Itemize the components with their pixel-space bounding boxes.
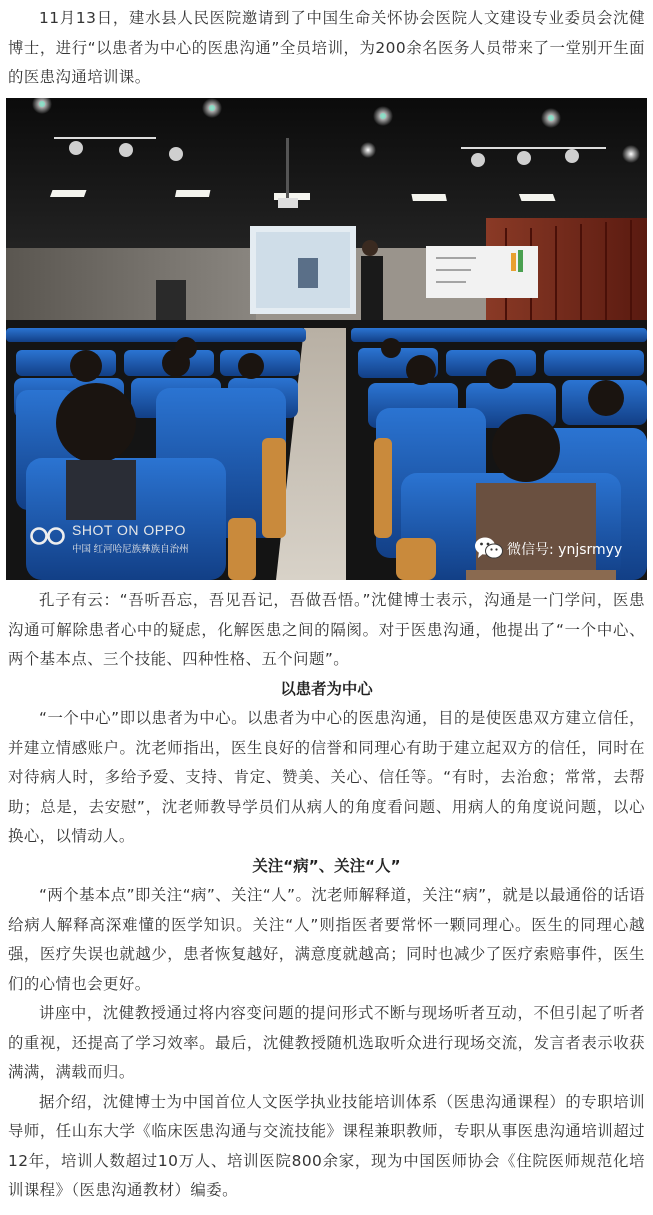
intro-paragraph: 11月13日，建水县人民医院邀请到了中国生命关怀协会医院人文建设专业委员会沈健博士，进行“以患者为中心的医患沟通”全员培训，为200余名医务人员带来了一堂别开生面的医患沟通培训课。	[8, 9, 645, 86]
section-heading-focus: 关注“病”、关注“人”	[252, 856, 401, 875]
lecture-paragraph: 讲座中，沈健教授通过将内容变问题的提问形式不断与现场听者互动，不但引起了听者的重视，还提高了学习效率。最后，沈健教授随机选取听众进行现场交流，发言者表示收获满满，满载而归。	[8, 1004, 645, 1081]
wechat-icon	[474, 536, 504, 560]
section-heading-patient-center: 以患者为中心	[280, 679, 373, 698]
oppo-rings-icon	[30, 526, 66, 546]
watermark-title: SHOT ON OPPO	[72, 522, 186, 538]
bio-paragraph: 据介绍，沈健博士为中国首位人文医学执业技能培训体系（医患沟通课程）的专职培训导师，任山东大学《临床医患沟通与交流技能》课程兼职教师，专职从事医患沟通培训超过12年，培训人数超过10万人、培训医院800余家，现为中国医师协会《住院医师规范化培训课程》（医患沟通教材）编委。	[8, 1092, 645, 1199]
focus-paragraph: “两个基本点”即关注“病”、关注“人”。沈老师解释道，关注“病”，就是以最通俗的话语给病人解释高深难懂的医学知识。关注“人”则指医者要常怀一颗同理心。医生的同理心越强，医疗失误也就越少，患者恢复越好，满意度就越高；同时也减少了医疗索赔事件，医生们的心情也会更好。	[8, 886, 645, 993]
confucius-paragraph: 孔子有云：“吾听吾忘，吾见吾记，吾做吾悟。”沈健博士表示，沟通是一门学问，医患沟通可解除患者心中的疑虑，化解医患之间的隔阂。对于医患沟通，他提出了“一个中心、两个基本点、三个技能、四种性格、五个问题”。	[8, 591, 645, 668]
center-paragraph: “一个中心”即以患者为中心。以患者为中心的医患沟通，目的是使医患双方建立信任，并建立情感账户。沈老师指出，医生良好的信誉和同理心有助于建立起双方的信任，同时在对待病人时，多给予爱、支持、肯定、赞美、关心、信任等。“有时，去治愈；常常，去帮助；总是，去安慰”，沈老师教导学员们从病人的角度看问题、用病人的角度说问题，以心换心，以情动人。	[8, 709, 645, 845]
training-photo	[6, 98, 647, 580]
lecture-hall-photo	[6, 98, 647, 580]
watermark-location: 中国 红河哈尼族彝族自治州	[72, 544, 189, 555]
wechat-id-label: 微信号: ynjsrmyy	[507, 542, 623, 558]
